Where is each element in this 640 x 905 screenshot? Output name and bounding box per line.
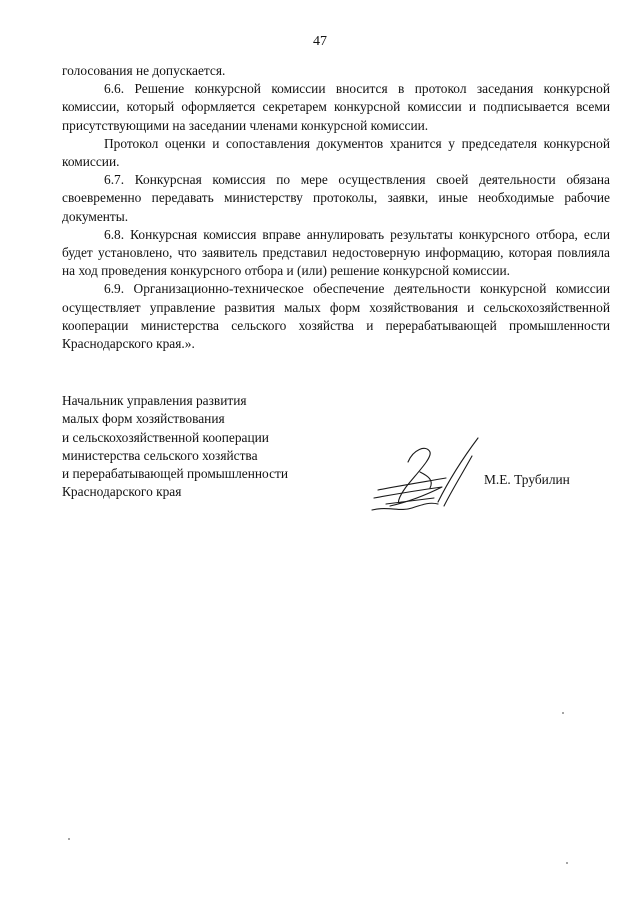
handwritten-signature-icon [368, 432, 488, 522]
paragraph-6-9: 6.9. Организационно-техническое обеспечение деятельности конкурсной комиссии осуществляет управление развития малых форм хозяйствования и сельскохозяйственной кооперации министерства сельского хозяйства и перерабатывающей промышленности Краснодарского края.». [62, 281, 610, 352]
paragraph-continuation: голосования не допускается. [62, 63, 226, 78]
scan-speck [68, 838, 70, 840]
page-number: 47 [313, 34, 327, 49]
signatory-position [62, 392, 288, 502]
position-line: и перерабатывающей промышленности [62, 466, 289, 482]
paragraph-6-8: 6.8. Конкурсная комиссия вправе аннулировать результаты конкурсного отбора, если будет установлено, что заявитель представил недостоверную информацию, которая повлияла на ход проведения конкурсного отбора и (или) решение конкурсной комиссии. [62, 226, 610, 279]
position-line: Краснодарского края [62, 484, 182, 500]
signer-name: М.Е. Трубилин [484, 472, 570, 487]
paragraph-6-6: 6.6. Решение конкурсной комиссии вносится в протокол заседания конкурсной комиссии, который оформляется секретарем конкурсной комиссии и подписывается всеми присутствующими на заседании членами конкурсной комиссии. [62, 81, 610, 133]
paragraph-protocol-storage: Протокол оценки и сопоставления документов хранится у председателя конкурсной комиссии. [62, 135, 610, 170]
scan-speck [562, 712, 564, 714]
position-line: и сельскохозяйственной кооперации [62, 429, 269, 445]
paragraph-6-7: 6.7. Конкурсная комиссия по мере осуществления своей деятельности обязана своевременно передавать министерству протоколы, заявки, иные необходимые рабочие документы. [62, 172, 610, 224]
document-body [62, 62, 610, 353]
position-line: Начальник управления развития [62, 393, 247, 408]
scan-speck [566, 862, 568, 864]
position-line: министерства сельского хозяйства [62, 447, 258, 463]
position-line: малых форм хозяйствования [62, 411, 225, 427]
